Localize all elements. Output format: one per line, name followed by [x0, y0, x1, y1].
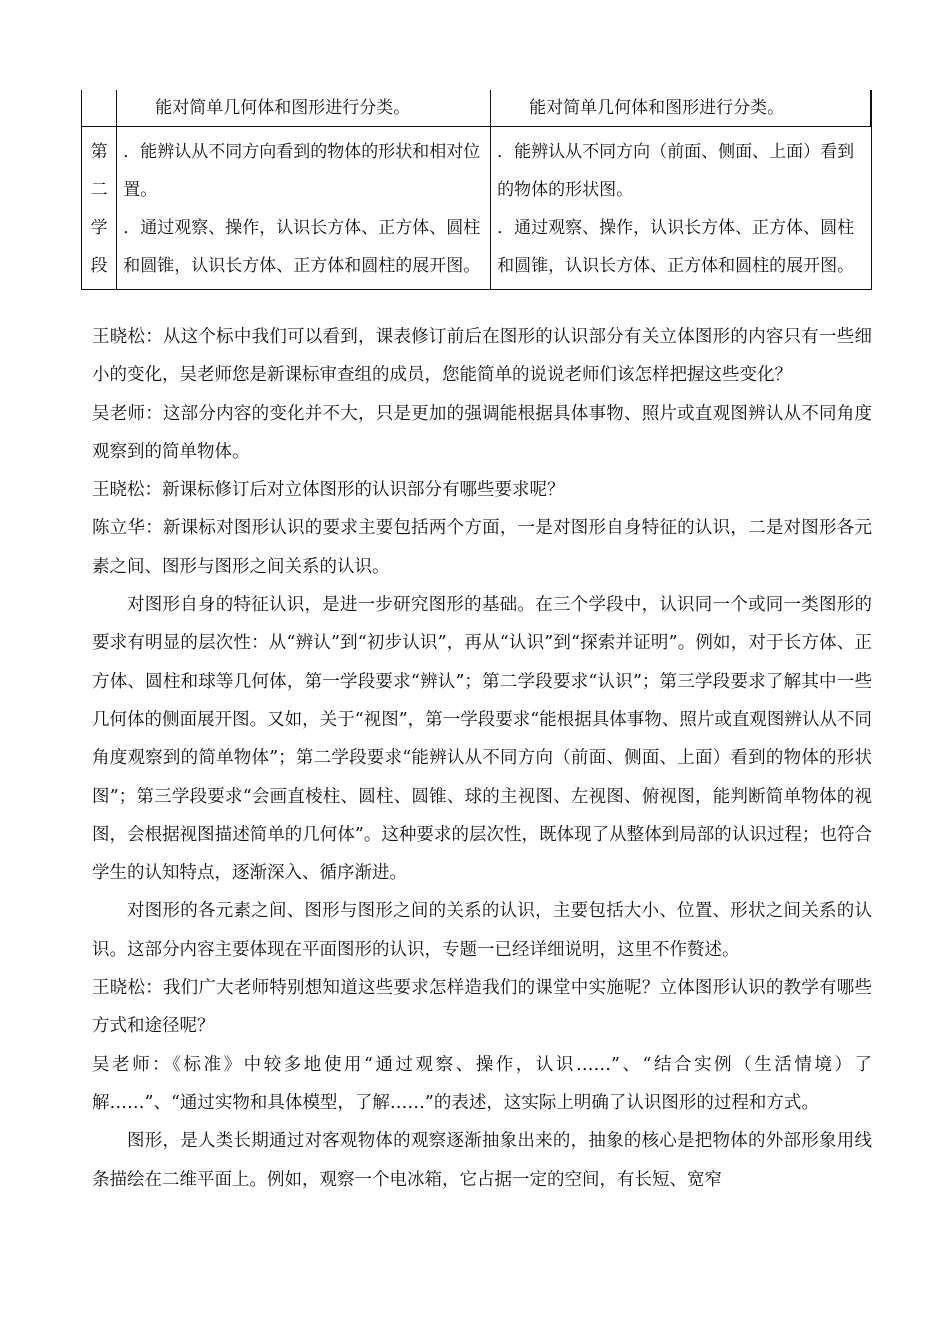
paragraph: 对图形的各元素之间、图形与图形之间的关系的认识，主要包括大小、位置、形状之间关系的认识。这部分内容主要体现在平面图形的认识，专题一已经详细说明，这里不作赘述。	[92, 901, 872, 960]
new-standard-cell	[491, 127, 871, 290]
table-row	[82, 90, 872, 127]
paragraph-dialogue: 吴老师：这部分内容的变化并不大，只是更加的强调能根据具体事物、照片或直观图辨认从不同角度观察到的简单物体。	[92, 403, 872, 462]
table-row	[82, 127, 872, 290]
paragraph-dialogue: 吴老师：《标准》中较多地使用“通过观察、操作，认识……”、“结合实例（生活情境）了解……”、“通过实物和具体模型，了解……”的表述，这实际上明确了认识图形的过程和方式。	[92, 1054, 872, 1113]
old-item-1: ．能辨认从不同方向看到的物体的形状和相对位置。	[123, 142, 481, 200]
body-text	[92, 318, 872, 1199]
stage-char: 学	[90, 218, 108, 238]
new-item-2: ．通过观察、操作，认识长方体、正方体、圆柱和圆锥，认识长方体、正方体和圆柱的展开图。	[497, 218, 855, 276]
old-standard-cell	[117, 90, 491, 127]
comparison-table	[81, 90, 872, 290]
paragraph-dialogue: 王晓松：从这个标中我们可以看到，课表修订前后在图形的认识部分有关立体图形的内容只有一些细小的变化，吴老师您是新课标审查组的成员，您能简单的说说老师们该怎样把握这些变化？	[92, 327, 872, 386]
paragraph-dialogue: 陈立华：新课标对图形认识的要求主要包括两个方面，一是对图形自身特征的认识，二是对图形各元素之间、图形与图形之间关系的认识。	[92, 518, 872, 577]
old-item-2: ．通过观察、操作，认识长方体、正方体、圆柱和圆锥，认识长方体、正方体和圆柱的展开图。	[123, 218, 481, 276]
paragraph-dialogue: 王晓松：新课标修订后对立体图形的认识部分有哪些要求呢？	[92, 480, 565, 501]
paragraph-dialogue: 王晓松：我们广大老师特别想知道这些要求怎样造我们的课堂中实施呢？立体图形认识的教学有哪些方式和途径呢？	[92, 978, 872, 1037]
stage-char: 第	[90, 142, 108, 162]
new-standard-cell	[491, 90, 871, 127]
stage-label-cell	[82, 127, 117, 290]
new-classify-text: 能对简单几何体和图形进行分类。	[529, 98, 785, 118]
stage-char: 段	[90, 256, 108, 276]
stage-cell-empty	[82, 90, 117, 127]
old-standard-cell	[117, 127, 491, 290]
stage-char: 二	[90, 180, 108, 200]
old-classify-text: 能对简单几何体和图形进行分类。	[155, 98, 411, 118]
paragraph: 图形，是人类长期通过对客观物体的观察逐渐抽象出来的，抽象的核心是把物体的外部形象用线条描绘在二维平面上。例如，观察一个电冰箱，它占据一定的空间，有长短、宽窄	[92, 1131, 872, 1190]
paragraph: 对图形自身的特征认识，是进一步研究图形的基础。在三个学段中，认识同一个或同一类图形的要求有明显的层次性：从“辨认”到“初步认识”，再从“认识”到“探索并证明”。例如，对于长方体、正方体、圆柱和球等几何体，第一学段要求“辨认”；第二学段要求“认识”；第三学段要求了解其中一些几何体的侧面展开图。又如，关于“视图”，第一学段要求“能根据具体事物、照片或直观图辨认从不同角度观察到的简单物体”；第二学段要求“能辨认从不同方向（前面、侧面、上面）看到的物体的形状图”；第三学段要求“会画直棱柱、圆柱、圆锥、球的主视图、左视图、俯视图，能判断简单物体的视图，会根据视图描述简单的几何体”。这种要求的层次性，既体现了从整体到局部的认识过程；也符合学生的认知特点，逐渐深入、循序渐进。	[92, 595, 872, 884]
new-item-1: ．能辨认从不同方向（前面、侧面、上面）看到的物体的形状图。	[497, 142, 855, 200]
